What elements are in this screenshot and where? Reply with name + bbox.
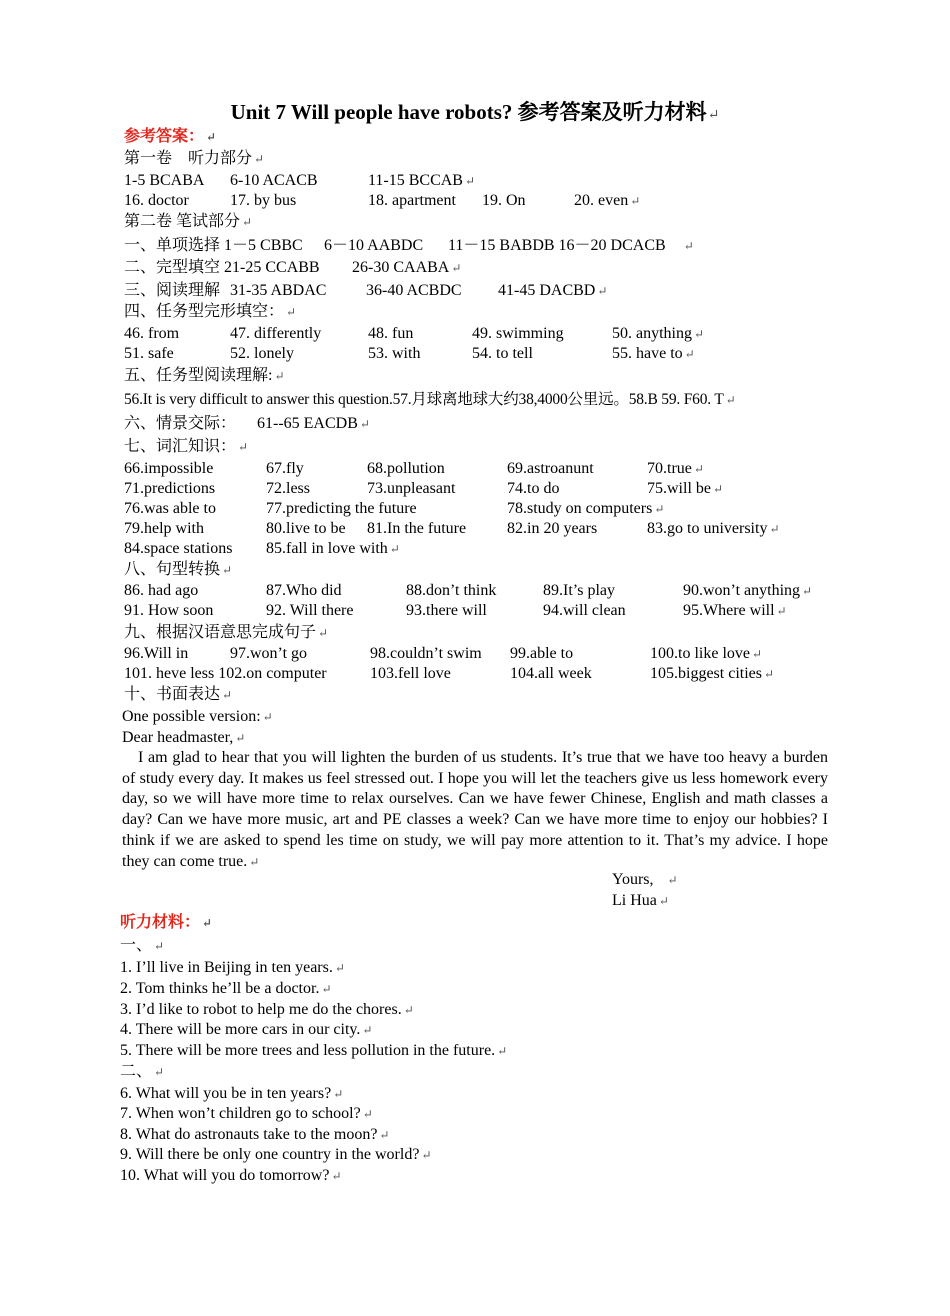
section-writing: 十、书面表达 ↵: [124, 686, 233, 703]
list-item: 4. There will be more cars in our city. ↵: [120, 1021, 373, 1038]
list-item: 3. I’d like to robot to help me do the chores. ↵: [120, 1001, 414, 1018]
answer-row: 96.Will in 97.won’t go 98.couldn’t swim 99.able to 100.to like love ↵: [124, 645, 763, 662]
essay-signature: Li Hua ↵: [612, 892, 669, 909]
answer-row: 79.help with 80.live to be 81.In the future 82.in 20 years 83.go to university ↵: [124, 520, 780, 537]
list-item: 7. When won’t children go to school? ↵: [120, 1105, 373, 1122]
answer-row: 66.impossible 67.fly 68.pollution 69.astroanunt 70.true ↵: [124, 460, 704, 477]
list-item: 5. There will be more trees and less pollution in the future. ↵: [120, 1042, 508, 1059]
list-item: 6. What will you be in ten years? ↵: [120, 1085, 344, 1102]
list-item: 10. What will you do tomorrow? ↵: [120, 1167, 342, 1184]
answer-row: 101. heve less 102.on computer 103.fell love 104.all week 105.biggest cities ↵: [124, 665, 775, 682]
listening-section-1: 一、 ↵: [120, 937, 165, 954]
answer-row: 51. safe 52. lonely 53. with 54. to tell 55. have to ↵: [124, 345, 695, 362]
listening-heading: 听力材料： ↵: [120, 914, 213, 931]
essay-greeting: Dear headmaster, ↵: [122, 729, 246, 746]
list-item: 8. What do astronauts take to the moon? ↵: [120, 1126, 390, 1143]
page-title: Unit 7 Will people have robots? 参考答案及听力材料↵: [230, 100, 720, 124]
list-item: 2. Tom thinks he’ll be a doctor. ↵: [120, 980, 332, 997]
answer-row: 84.space stations 85.fall in love with ↵: [124, 540, 400, 557]
section-sentence-transform: 八、句型转换 ↵: [124, 561, 233, 578]
essay-closing: Yours, ↵: [612, 871, 678, 888]
list-item: 9. Will there be only one country in the world? ↵: [120, 1146, 432, 1163]
answer-row: 71.predictions 72.less 73.unpleasant 74.to do 75.will be ↵: [124, 480, 724, 497]
section-complete-sentences: 九、根据汉语意思完成句子 ↵: [124, 624, 329, 641]
section-dialogue: 六、情景交际： 61--65 EACDB ↵: [124, 415, 370, 432]
answers-heading: 参考答案： ↵: [124, 128, 217, 145]
listening-section-2: 二、 ↵: [120, 1063, 165, 1080]
answer-row: 91. How soon 92. Will there 93.there will 94.will clean 95.Where will ↵: [124, 602, 787, 619]
answer-row: 16. doctor 17. by bus 18. apartment 19. On 20. even ↵: [124, 192, 641, 209]
answer-row: 1-5 BCABA 6-10 ACACB 11-15 BCCAB ↵: [124, 172, 476, 189]
essay-body: I am glad to hear that you will lighten the burden of us students. It’s true that we have too heavy a burden of study every day. It makes us feel stressed out. I hope you will let the teachers give us less homework every day, so we will have more time to relax ourselves. Can we have fewer Chinese, English and math classes a day? Can we have more music, art and PE classes a week? Can we have more time to enjoy our hobbies? I think if we are asked to spend les time on study, we will pay more attention to it. That’s my advice. I hope they can come true. ↵: [122, 749, 828, 870]
section-vocabulary: 七、词汇知识： ↵: [124, 438, 249, 455]
task-reading-answers: 56.It is very difficult to answer this question.57.月球离地球大约38,4000公里远。58.B 59. F60. T ↵: [124, 391, 736, 408]
essay-intro: One possible version: ↵: [122, 708, 273, 725]
section-task-cloze: 四、任务型完形填空： ↵: [124, 303, 297, 320]
answer-row: 86. had ago 87.Who did 88.don’t think 89.It’s play 90.won’t anything ↵: [124, 582, 813, 599]
section-task-reading: 五、任务型阅读理解: ↵: [124, 367, 285, 384]
answer-row: 76.was able to 77.predicting the future 78.study on computers ↵: [124, 500, 665, 517]
section-reading: 三、阅读理解 31-35 ABDAC 36-40 ACBDC 41-45 DACBD ↵: [124, 282, 608, 299]
list-item: 1. I’ll live in Beijing in ten years. ↵: [120, 959, 345, 976]
part2-heading: 第二卷 笔试部分 ↵: [124, 213, 253, 230]
section-cloze: 二、完型填空 21-25 CCABB 26-30 CAABA ↵: [124, 259, 462, 276]
part1-heading: 第一卷 听力部分 ↵: [124, 150, 265, 167]
answer-row: 46. from 47. differently 48. fun 49. swimming 50. anything ↵: [124, 325, 705, 342]
section-single-choice: 一、单项选择 1－5 CBBC 6－10 AABDC 11－15 BABDB 16－20 DCACB ↵: [124, 237, 694, 254]
